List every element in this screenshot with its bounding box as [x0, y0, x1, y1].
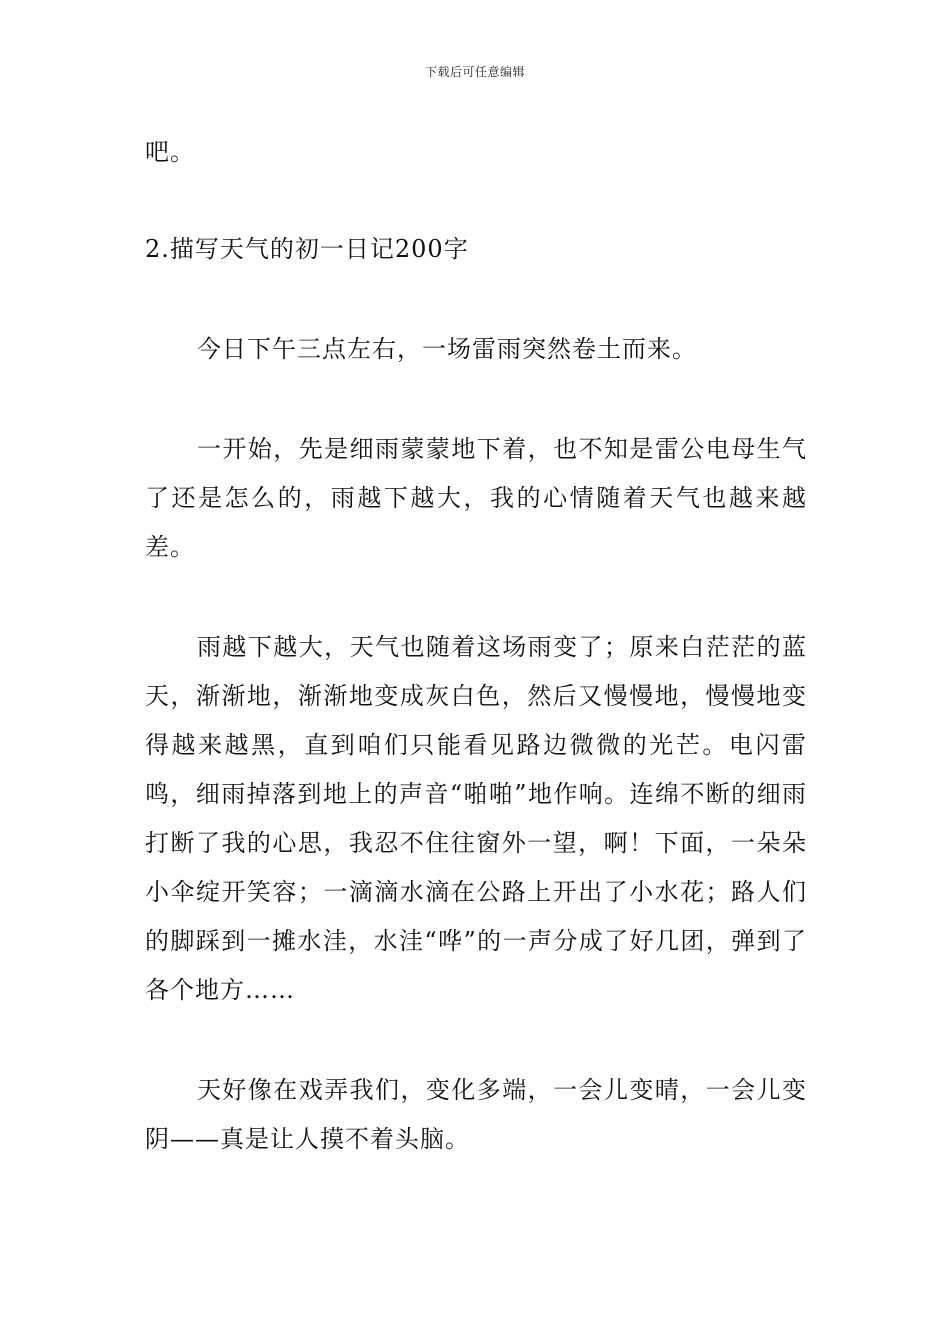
section-heading: 2.描写天气的初一日记200字: [145, 235, 469, 263]
page-header: 下载后可任意编辑: [424, 65, 525, 79]
document-body: [145, 128, 807, 1164]
paragraph-beginning: 一开始，先是细雨蒙蒙地下着，也不知是雷公电母生气了还是怎么的，雨越下越大，我的心情随着天气也越来越差。: [145, 435, 807, 561]
paragraph-conclusion: 天好像在戏弄我们，变化多端，一会儿变晴，一会儿变阴——真是让人摸不着头脑。: [145, 1076, 807, 1153]
paragraph-storm: 雨越下越大，天气也随着这场雨变了；原来白茫茫的蓝天，渐渐地，渐渐地变成灰白色，然后又慢慢地，慢慢地变得越来越黑，直到咱们只能看见路边微微的光芒。电闪雷鸣，细雨掉落到地上的声音“啪啪”地作响。连绵不断的细雨打断了我的心思，我忍不住往窗外一望，啊！下面，一朵朵小伞绽开笑容；一滴滴水滴在公路上开出了小水花；路人们的脚踩到一摊水洼，水洼“哗”的一声分成了好几团，弹到了各个地方……: [145, 633, 807, 1004]
paragraph-intro: 今日下午三点左右，一场雷雨突然卷土而来。: [197, 335, 697, 363]
paragraph-continuation: 吧。: [145, 138, 195, 166]
